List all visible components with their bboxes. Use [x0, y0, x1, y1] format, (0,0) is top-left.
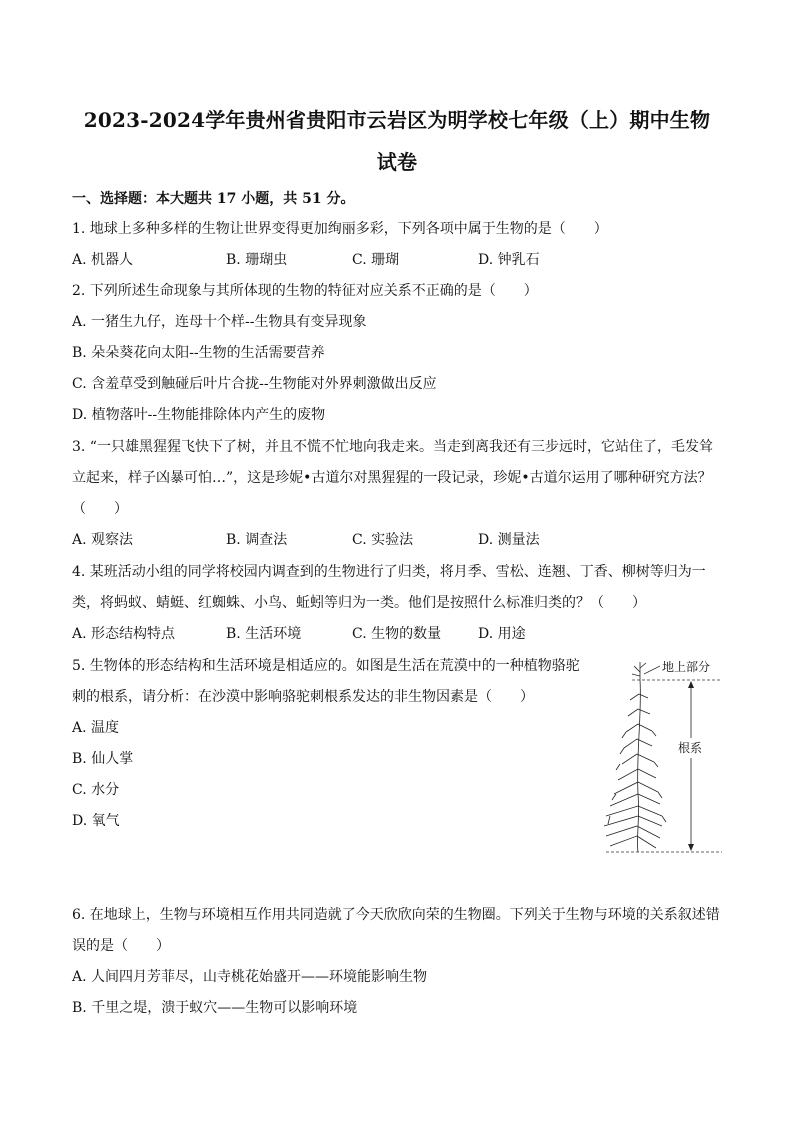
q5-option-d[interactable]: D. 氧气 [72, 813, 120, 829]
plant-shoot [632, 662, 646, 680]
q6-option-b[interactable]: B. 千里之堤，溃于蚁穴——生物可以影响环境 [72, 1000, 358, 1016]
arrow-head-down [688, 844, 694, 851]
arrow-head-up [688, 681, 694, 688]
camel-thorn-root-figure [596, 654, 736, 859]
q4-stem-line2: 类，将蚂蚁、蜻蜓、红蜘蛛、小鸟、蚯蚓等归为一类。他们是按照什么标准归类的？（ ） [72, 595, 646, 611]
q1-option-c[interactable]: C. 珊瑚 [352, 252, 400, 268]
q3-stem-line1: 3. “一只雄黑猩猩飞快下了树，并且不慌不忙地向我走来。当走到离我还有三步远时，它站住了，毛发耸 [72, 439, 713, 455]
q5-option-b[interactable]: B. 仙人掌 [72, 751, 134, 767]
q4-stem-line1: 4. 某班活动小组的同学将校园内调查到的生物进行了归类，将月季、雪松、连翘、丁香、柳树等归为一 [72, 564, 706, 580]
root-system [604, 680, 666, 852]
q3-stem-line3: （ ） [72, 501, 128, 517]
q4-option-b[interactable]: B. 生活环境 [226, 626, 302, 642]
q3-stem-line2: 立起来，样子凶暴可怕…”，这是珍妮•古道尔对黑猩猩的一段记录，珍妮•古道尔运用了哪种研究方法？ [72, 470, 712, 486]
q6-stem-line1: 6. 在地球上，生物与环境相互作用共同造就了今天欣欣向荣的生物圈。下列关于生物与环境的关系叙述错 [72, 907, 720, 923]
q5-stem-line2: 刺的根系，请分析：在沙漠中影响骆驼刺根系发达的非生物因素是（ ） [72, 689, 534, 705]
label-root-system: 根系 [678, 741, 703, 755]
label-above-ground: 地上部分 [662, 660, 711, 674]
exam-title-line2: 试卷 [376, 150, 418, 174]
exam-title-line1: 2023-2024学年贵州省贵阳市云岩区为明学校七年级（上）期中生物 [83, 108, 711, 132]
q3-option-b[interactable]: B. 调查法 [226, 532, 288, 548]
q2-stem: 2. 下列所述生命现象与其所体现的生物的特征对应关系不正确的是（ ） [72, 283, 538, 299]
q6-stem-line2: 误的是（ ） [72, 938, 170, 954]
q2-option-b[interactable]: B. 朵朵葵花向太阳--生物的生活需要营养 [72, 345, 325, 361]
q2-option-c[interactable]: C. 含羞草受到触碰后叶片合拢--生物能对外界刺激做出反应 [72, 376, 437, 392]
q1-option-b[interactable]: B. 珊瑚虫 [226, 252, 288, 268]
q3-option-c[interactable]: C. 实验法 [352, 532, 414, 548]
q5-option-a[interactable]: A. 温度 [72, 720, 120, 736]
q2-option-a[interactable]: A. 一猪生九仔，连母十个样--生物具有变异现象 [72, 314, 367, 330]
q1-option-d[interactable]: D. 钟乳石 [478, 252, 540, 268]
q5-stem-line1: 5. 生物体的形态结构和生活环境是相适应的。如图是生活在荒漠中的一种植物骆驼 [72, 658, 580, 674]
q3-option-a[interactable]: A. 观察法 [72, 532, 134, 548]
q2-option-d[interactable]: D. 植物落叶--生物能排除体内产生的废物 [72, 407, 326, 423]
q1-option-a[interactable]: A. 机器人 [72, 252, 134, 268]
q6-option-a[interactable]: A. 人间四月芳菲尽，山寺桃花始盛开——环境能影响生物 [72, 969, 428, 985]
q3-option-d[interactable]: D. 测量法 [478, 532, 540, 548]
label-leader [644, 666, 660, 674]
section-heading: 一、选择题：本大题共 17 小题，共 51 分。 [72, 191, 355, 207]
q4-option-d[interactable]: D. 用途 [478, 626, 526, 642]
q1-stem: 1. 地球上多种多样的生物让世界变得更加绚丽多彩，下列各项中属于生物的是（ ） [72, 221, 608, 237]
q5-option-c[interactable]: C. 水分 [72, 782, 120, 798]
q4-option-a[interactable]: A. 形态结构特点 [72, 626, 176, 642]
q4-option-c[interactable]: C. 生物的数量 [352, 626, 442, 642]
